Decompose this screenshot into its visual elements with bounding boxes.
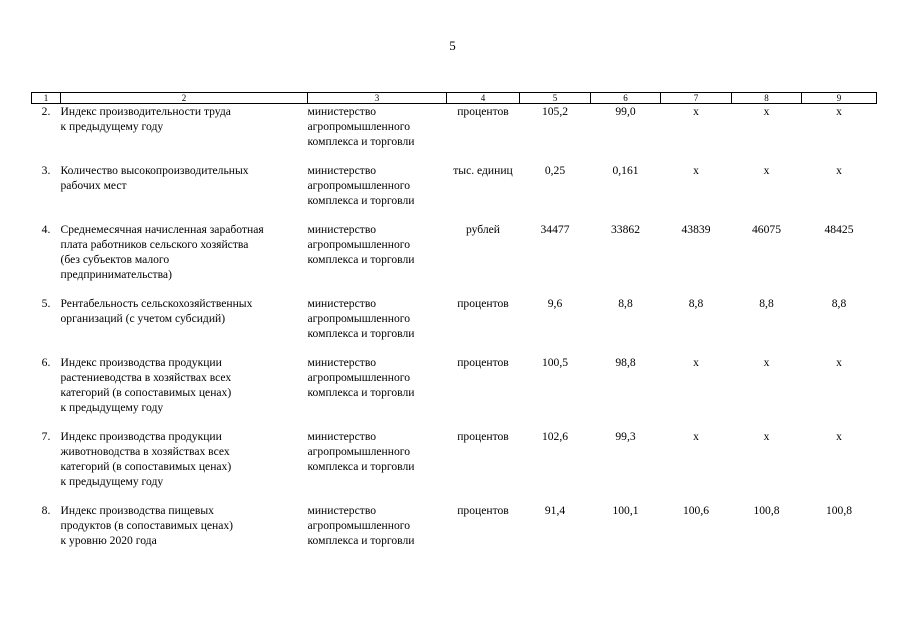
- row-number: 7.: [41, 430, 51, 443]
- value-cell: 0,25: [544, 164, 566, 177]
- unit: рублей: [465, 223, 501, 236]
- value-cell: х: [693, 430, 699, 443]
- row-number: 2.: [41, 105, 51, 118]
- value-cell: 48425: [824, 223, 854, 236]
- org-line: агропромышленного: [307, 445, 411, 458]
- row-number: 8.: [41, 504, 51, 517]
- org-line: министерство: [307, 223, 377, 236]
- responsible-org: [308, 163, 447, 222]
- indicator-name-line: Индекс производства продукции: [60, 356, 222, 369]
- value-cell: 8,8: [618, 297, 633, 310]
- org-line: министерство: [307, 430, 377, 443]
- value-cell: х: [693, 105, 699, 118]
- value-cell: 8,8: [759, 297, 774, 310]
- value-cell: х: [763, 430, 770, 443]
- column-number: 2: [61, 93, 308, 104]
- column-number: 8: [732, 93, 802, 104]
- value-cell: 9,6: [547, 297, 563, 310]
- indicator-name-line: категорий (в сопоставимых ценах): [60, 386, 232, 399]
- unit: процентов: [457, 297, 509, 310]
- indicator-name-line: Среднемесячная начисленная заработная: [60, 223, 264, 236]
- indicator-name-line: организаций (с учетом субсидий): [60, 312, 226, 325]
- row-number: 3.: [41, 164, 51, 177]
- org-line: комплекса и торговли: [307, 534, 415, 547]
- indicator-name: [61, 503, 308, 563]
- indicator-name: [61, 104, 308, 164]
- value-cell: х: [836, 105, 842, 118]
- column-number: 6: [591, 93, 661, 104]
- row-number: 6.: [41, 356, 51, 369]
- column-number-header-row: [32, 93, 877, 104]
- value-cell: х: [836, 164, 842, 177]
- indicators-table: [31, 92, 877, 563]
- table-row: [32, 429, 877, 503]
- row-number: 4.: [41, 223, 51, 236]
- value-cell: 33862: [611, 223, 640, 236]
- indicator-name-line: Индекс производительности труда: [60, 105, 231, 118]
- org-line: агропромышленного: [307, 519, 411, 532]
- indicator-name-line: Индекс производства пищевых: [60, 504, 214, 517]
- indicator-name-line: плата работников сельского хозяйства: [60, 238, 249, 251]
- indicator-name-line: рабочих мест: [60, 179, 127, 192]
- indicator-name-line: категорий (в сопоставимых ценах): [60, 460, 232, 473]
- org-line: комплекса и торговли: [307, 135, 415, 148]
- unit: тыс. единиц: [453, 164, 513, 177]
- value-cell: 100,1: [612, 504, 639, 517]
- value-cell: х: [763, 164, 770, 177]
- responsible-org: [308, 429, 447, 503]
- value-cell: 91,4: [544, 504, 566, 517]
- unit: процентов: [457, 430, 509, 443]
- org-line: агропромышленного: [307, 120, 411, 133]
- value-cell: 100,5: [541, 356, 569, 369]
- indicator-name-line: к уровню 2020 года: [60, 534, 157, 547]
- column-number: 5: [520, 93, 591, 104]
- indicator-name-line: животноводства в хозяйствах всех: [60, 445, 230, 458]
- value-cell: 105,2: [541, 105, 569, 118]
- unit: процентов: [457, 105, 509, 118]
- indicator-name-line: (без субъектов малого: [60, 253, 170, 266]
- org-line: комплекса и торговли: [307, 253, 415, 266]
- unit: процентов: [457, 356, 509, 369]
- responsible-org: [308, 222, 447, 296]
- indicator-name-line: Количество высокопроизводительных: [60, 164, 249, 177]
- indicator-name: [61, 429, 308, 503]
- table-row: [32, 355, 877, 429]
- responsible-org: [308, 296, 447, 355]
- value-cell: 43839: [681, 223, 711, 236]
- indicator-name: [61, 163, 308, 222]
- indicator-name: [61, 222, 308, 296]
- org-line: министерство: [307, 504, 377, 517]
- value-cell: х: [836, 356, 842, 369]
- row-number: 5.: [41, 297, 51, 310]
- org-line: комплекса и торговли: [307, 194, 415, 207]
- value-cell: х: [693, 164, 699, 177]
- indicator-name-line: к предыдущему году: [60, 120, 164, 133]
- table-row: [32, 163, 877, 222]
- org-line: комплекса и торговли: [307, 386, 415, 399]
- column-number: 7: [661, 93, 732, 104]
- value-cell: 0,161: [612, 164, 639, 177]
- responsible-org: [308, 104, 447, 164]
- column-number: 3: [308, 93, 447, 104]
- org-line: комплекса и торговли: [307, 460, 415, 473]
- org-line: агропромышленного: [307, 238, 411, 251]
- column-number: 4: [447, 93, 520, 104]
- page-number: 5: [449, 38, 456, 53]
- value-cell: 8,8: [831, 297, 847, 310]
- org-line: агропромышленного: [307, 371, 411, 384]
- value-cell: 100,6: [682, 504, 710, 517]
- value-cell: 34477: [540, 223, 570, 236]
- value-cell: х: [763, 356, 770, 369]
- column-number: 9: [802, 93, 877, 104]
- org-line: агропромышленного: [307, 312, 411, 325]
- indicator-name-line: растениеводства в хозяйствах всех: [60, 371, 232, 384]
- indicator-name-line: продуктов (в сопоставимых ценах): [60, 519, 234, 532]
- value-cell: 46075: [752, 223, 781, 236]
- value-cell: х: [763, 105, 770, 118]
- value-cell: 8,8: [688, 297, 704, 310]
- value-cell: х: [836, 430, 842, 443]
- org-line: министерство: [307, 105, 377, 118]
- org-line: министерство: [307, 164, 377, 177]
- indicator-name-line: Рентабельность сельскохозяйственных: [60, 297, 253, 310]
- table-row: [32, 503, 877, 563]
- table-row: [32, 104, 877, 164]
- value-cell: 102,6: [541, 430, 569, 443]
- value-cell: 100,8: [825, 504, 853, 517]
- indicator-name-line: к предыдущему году: [60, 475, 164, 488]
- org-line: министерство: [307, 356, 377, 369]
- indicator-name: [61, 355, 308, 429]
- responsible-org: [308, 503, 447, 563]
- indicator-name-line: Индекс производства продукции: [60, 430, 222, 443]
- org-line: агропромышленного: [307, 179, 411, 192]
- unit: процентов: [457, 504, 509, 517]
- value-cell: 99,3: [615, 430, 636, 443]
- column-number: 1: [32, 93, 61, 104]
- indicator-name-line: предпринимательства): [60, 268, 172, 281]
- responsible-org: [308, 355, 447, 429]
- value-cell: 100,8: [753, 504, 780, 517]
- org-line: министерство: [307, 297, 377, 310]
- table-row: [32, 296, 877, 355]
- org-line: комплекса и торговли: [307, 327, 415, 340]
- value-cell: 98,8: [615, 356, 636, 369]
- value-cell: х: [693, 356, 699, 369]
- table-row: [32, 222, 877, 296]
- value-cell: 99,0: [615, 105, 636, 118]
- indicator-name-line: к предыдущему году: [60, 401, 164, 414]
- indicator-name: [61, 296, 308, 355]
